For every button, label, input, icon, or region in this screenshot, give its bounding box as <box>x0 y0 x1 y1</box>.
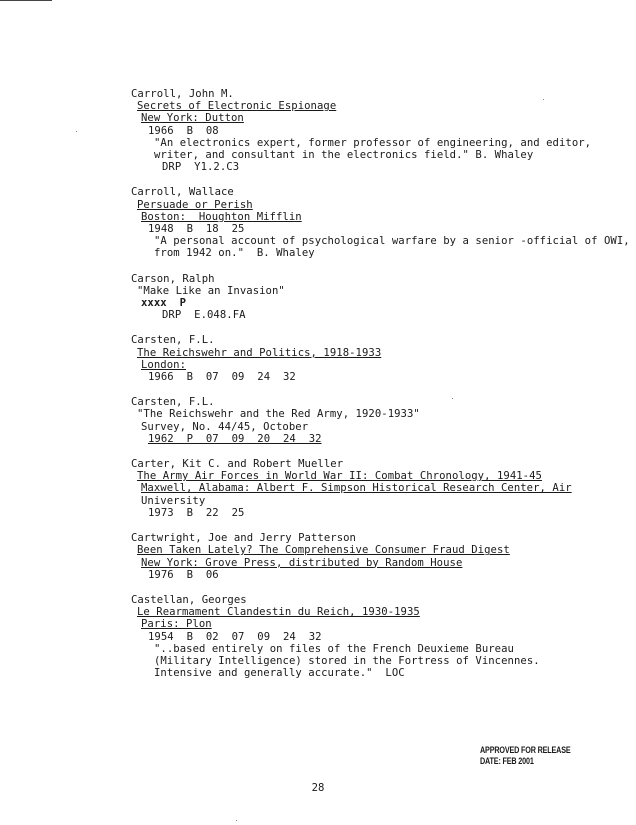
release-stamp-date: DATE: FEB 2001 <box>480 756 534 766</box>
scan-speck <box>452 398 453 399</box>
entry-author: Carsten, F.L. <box>131 396 215 409</box>
entry-author: Cartwright, Joe and Jerry Patterson <box>131 532 356 545</box>
entry-author: Castellan, Georges <box>131 593 247 606</box>
entry-imprint: Survey, No. 44/45, October <box>141 420 309 433</box>
scan-speck <box>76 131 77 132</box>
entry-imprint: Boston: Houghton Mifflin <box>141 210 302 223</box>
entry-meta: 1973 B 22 25 <box>148 506 245 519</box>
bibliography-entry <box>131 186 630 260</box>
page-number: 28 <box>311 782 325 794</box>
entry-code: DRP Y1.2.C3 <box>162 161 240 174</box>
entry-meta: 1966 B 07 09 24 32 <box>148 371 296 384</box>
entry-note: Intensive and generally accurate." LOC <box>154 667 405 680</box>
bibliography-entry <box>131 458 621 519</box>
entry-author: Carter, Kit C. and Robert Mueller <box>131 458 344 471</box>
entry-author: Carroll, John M. <box>131 88 234 100</box>
entry-meta: 1966 B 08 <box>148 124 219 137</box>
entry-title: "Make Like an Invasion" <box>137 284 285 297</box>
scan-speck <box>543 99 544 100</box>
entry-title: The Army Air Forces in World War II: Combat Chronology, 1941-45 <box>137 470 542 483</box>
release-stamp-approval: APPROVED FOR RELEASE <box>480 745 571 755</box>
bibliography-entry <box>131 273 621 322</box>
entry-imprint: xxxx P <box>141 297 186 310</box>
entry-meta: 1976 B 06 <box>148 568 219 581</box>
bibliography-entries <box>131 88 630 692</box>
entry-note: (Military Intelligence) stored in the Fortress of Vincennes. <box>154 654 540 667</box>
entry-imprint: Paris: Plon <box>141 618 212 631</box>
entry-title: Secrets of Electronic Espionage <box>137 100 337 113</box>
entry-note: from 1942 on." B. Whaley <box>154 247 315 260</box>
release-stamp <box>480 745 571 767</box>
entry-title: The Reichswehr and Politics, 1918-1933 <box>137 346 382 359</box>
entry-imprint: London: <box>141 358 186 371</box>
entry-imprint-continued: University <box>141 494 206 507</box>
bibliography-entry <box>131 88 621 173</box>
entry-meta: 1962 P 07 09 20 24 32 <box>148 432 322 445</box>
bibliography-entry <box>131 334 621 383</box>
entry-title: Been Taken Lately? The Comprehensive Consumer Fraud Digest <box>137 544 510 557</box>
entry-author: Carsten, F.L. <box>131 334 215 347</box>
entry-author: Carson, Ralph <box>131 272 215 285</box>
entry-note: "..based entirely on files of the French Deuxieme Bureau <box>154 642 514 655</box>
bibliography-entry <box>131 532 621 581</box>
top-edge-rule <box>0 0 52 1</box>
entry-imprint: Maxwell, Alabama: Albert F. Simpson Historical Research Center, Air <box>141 482 572 495</box>
bibliography-entry <box>131 594 621 679</box>
entry-imprint: New York: Grove Press, distributed by Random House <box>141 556 463 569</box>
entry-note: "A personal account of psychological warfare by a senior -official of OWI, <box>154 235 630 248</box>
entry-author: Carroll, Wallace <box>131 186 234 199</box>
entry-meta: 1948 B 18 25 <box>148 223 245 236</box>
entry-title: Le Rearmament Clandestin du Reich, 1930-1935 <box>137 606 420 619</box>
entry-note: writer, and consultant in the electronics field." B. Whaley <box>154 149 534 162</box>
entry-title: "The Reichswehr and the Red Army, 1920-1933" <box>137 408 420 421</box>
entry-title: Persuade or Perish <box>137 198 253 211</box>
entry-code: DRP E.048.FA <box>162 309 246 322</box>
scan-speck <box>236 820 237 821</box>
bibliography-entry <box>131 396 621 445</box>
entry-imprint: New York: Dutton <box>141 112 244 125</box>
entry-meta: 1954 B 02 07 09 24 32 <box>148 630 322 643</box>
entry-note: "An electronics expert, former professor of engineering, and editor, <box>154 136 592 149</box>
